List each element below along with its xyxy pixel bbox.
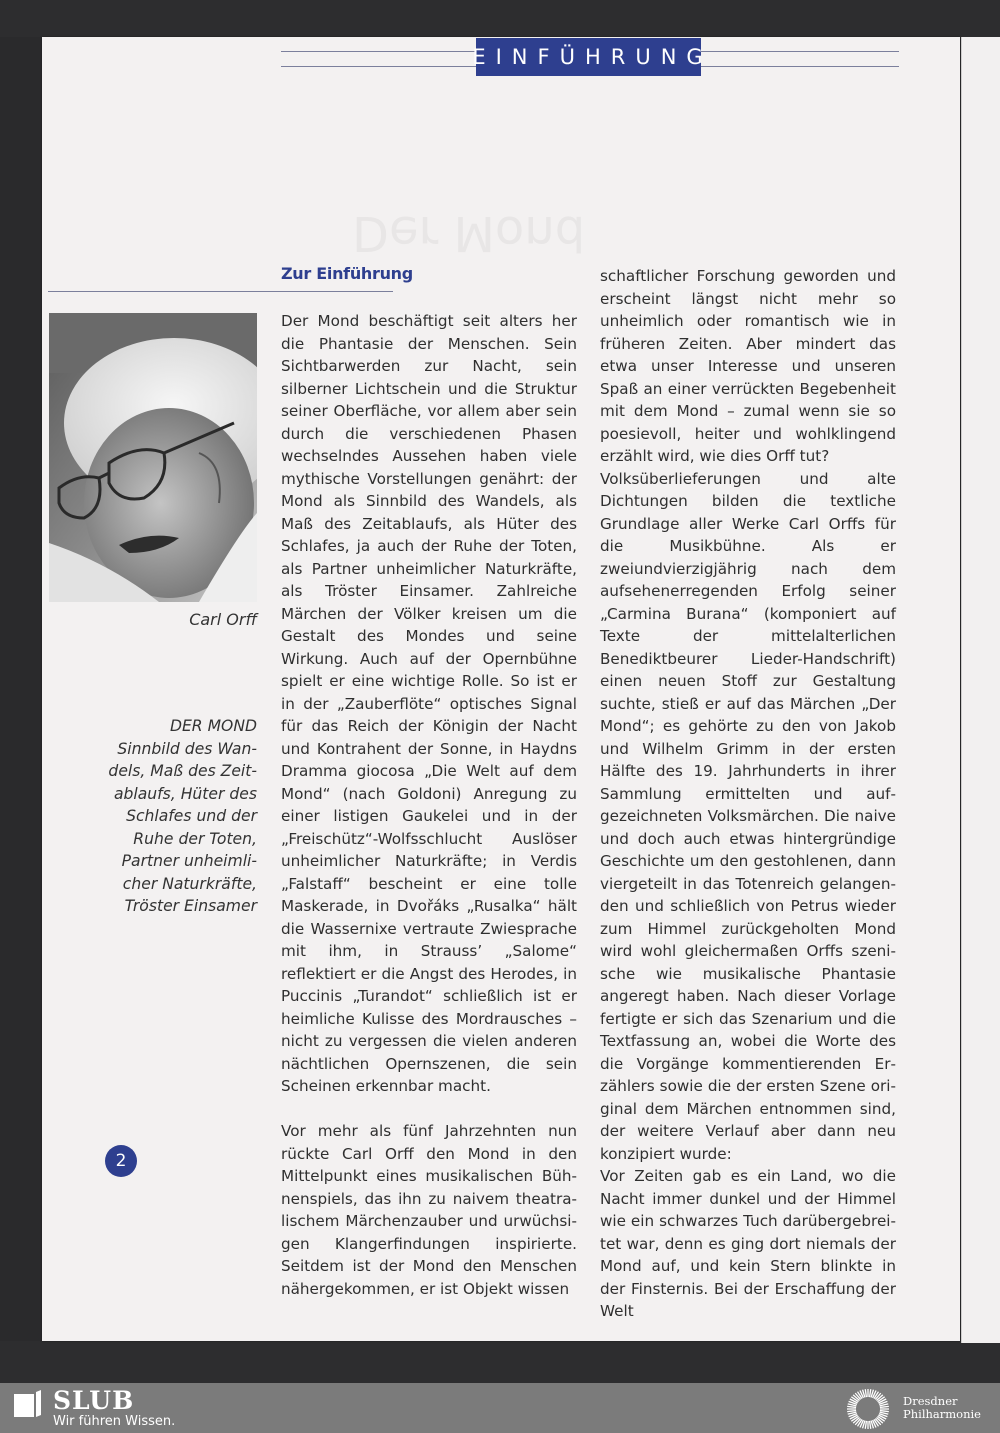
next-page-edge xyxy=(961,37,1000,1343)
quote-line: ablaufs, Hüter des xyxy=(113,784,257,803)
portrait-photo xyxy=(49,313,257,602)
slub-book-icon xyxy=(13,1390,43,1418)
section-label: EINFÜHRUNG xyxy=(476,38,701,76)
carl-orff-portrait xyxy=(49,313,257,602)
subhead-rule xyxy=(48,291,393,292)
sunburst-ray xyxy=(865,1421,866,1429)
article-subhead: Zur Einführung xyxy=(281,264,413,283)
paragraph: schaftlicher Forschung geworden und erscheint längst nicht mehr so unheimlich oder romantisch wie in früheren Zeiten. Aber mindert das etwa unser Interesse und unseren Spaß an einer verrückten Begebenheit mit dem Mond – zumal wenn sie so poesievoll, heiter und wohlklingend erzählt wird, wie dies Orff tut? xyxy=(600,267,896,465)
sunburst-ray xyxy=(847,1406,856,1407)
sunburst-ray xyxy=(880,1406,889,1407)
slub-tagline: Wir führen Wissen. xyxy=(53,1414,176,1429)
quote-line: Schlafes und der xyxy=(126,807,257,825)
slub-logo-text[interactable]: SLUB xyxy=(53,1386,135,1415)
quote-line: Ruhe der Toten, xyxy=(133,829,257,848)
sunburst-ray xyxy=(870,1389,871,1397)
photo-caption: Carl Orff xyxy=(189,610,257,629)
philharmonie-sunburst-icon xyxy=(842,1387,894,1431)
footer-bar xyxy=(0,1383,1000,1433)
scan-background xyxy=(0,37,42,1341)
sidebar-quote xyxy=(88,715,257,918)
page-number-badge: 2 xyxy=(105,1145,137,1177)
quote-line: Partner unheimli- xyxy=(121,852,257,870)
paragraph: Der Mond beschäftigt seit alters her die Phantasie der Menschen. Sein Sichtbarwerden zur Nacht, sein silberner Lichtschein und die Struktur seiner Oberfläche, vor allem aber sein durch die verschiedenen Phasen wechselndes Aussehen haben viele mythische Vorstellungen genährt: der Mond als Sinnbild des Wandels, als Maß des Zeitablaufs, als Hüter des Schlafes, ja auch der Ruhe der Toten, als Partner unheimlicher Naturkräfte, als Tröster Einsamer. Zahlreiche Märchen der Völker kreisen um die Gestalt des Mondes und seine Wirkung. Auch auf der Opernbühne spielt er eine wichtige Rolle. So ist er in der „Zauberflöte“ optisches Signal für das Reich der Königin der Nacht und Kontrahent der Sonne, in Haydns Dramma giocosa „Die Welt auf dem Mond“ (nach Goldoni) Anregung zu einer listigen Gaukelei und in der „Freischütz“-Wolfsschlucht Auslöser unheimlicher Naturkräfte; in Verdis „Falstaff“ bescheint er eine tolle Maskerade, in Dvořáks „Rusalka“ hält die Wassernixe vertraute Zwiesprache mit ihm, in Strauss’ „Salome“ reflektiert er die Angst des Herodes, in Puccinis „Turandot“ schließlich ist er heimliche Kulisse des Mordrausches – nicht zu vergessen die vielen anderen nächtlichen Opernszenen, die sein Scheinen erkennbar macht. xyxy=(281,312,577,1095)
sunburst-ray xyxy=(865,1389,866,1397)
paragraph: Volksüberlieferungen und alte Dichtungen bilden die textliche Grundlage aller Werke Carl Orffs für die Musikbühne. Als er zweiundvierzigjährig nach dem aufsehenerregenden Erfolg seiner „Carmina Burana“ (komponiert auf Texte der mittelalterlichen Benediktbeurer Lieder-Handschrift) einen neuen Stoff zur Gestaltung suchte, stieß er auf das Märchen „Der Mond“; es gehörte zu den von Jakob und Wilhelm Grimm in der ersten Hälfte des 19. Jahrhunderts in ihrer Sammlung ermittelten und aufgezeichneten Volksmärchen. Die naive und doch auch etwas hintergründige Geschichte um den gestohlenen, dann viergeteilt in das Totenreich gelangenden und schließlich von Petrus wieder zum Himmel zurückgeholten Mond wird wohl gleichermaßen Orffs szenische wie musikalische Phantasie angeregt haben. Nach dieser Vorlage fertigte er sich das Szenarium und die Textfassung an, wobei die Worte des die Vorgänge kommentierenden Erzählers sowie die der ersten Szene original dem Märchen entnommen sind, der weitere Verlauf aber dann neu konzipiert wurde: xyxy=(600,469,896,1163)
show-through-title: Der Mond xyxy=(352,205,586,261)
sunburst-ray xyxy=(870,1421,871,1429)
paragraph: Vor mehr als fünf Jahrzehnten nun rückte Carl Orff den Mond in den Mittelpunkt eines musikalischen Bühnenspiels, das ihn zu naivem theatralischem Märchenzauber und urwüchsigen Klangerfindungen inspirierte. Seitdem ist der Mond den Menschen nähergekommen, er ist Objekt wissen xyxy=(281,1122,577,1298)
partner-line-1: Dresdner xyxy=(903,1394,958,1408)
paragraph: Vor Zeiten gab es ein Land, wo die Nacht immer dunkel und der Himmel wie ein schwarzes Tuch darübergebreitet war, denn es ging dort niemals der Mond auf, und kein Stern blinkte in der Finsternis. Bei der Erschaffung der Welt xyxy=(600,1167,896,1320)
partner-line-2: Philharmonie xyxy=(903,1407,981,1421)
text-column-1 xyxy=(281,310,577,1300)
quote-line: cher Naturkräfte, xyxy=(122,874,257,893)
sunburst-ray xyxy=(880,1411,889,1412)
quote-line: Tröster Einsamer xyxy=(124,897,257,915)
text-column-2 xyxy=(600,265,896,1323)
quote-line: Sinnbild des Wan- xyxy=(117,739,257,758)
partner-logo-text[interactable] xyxy=(903,1395,981,1421)
quote-line: dels, Maß des Zeit- xyxy=(108,762,257,780)
quote-title: DER MOND xyxy=(169,717,257,735)
sunburst-ray xyxy=(847,1411,856,1412)
